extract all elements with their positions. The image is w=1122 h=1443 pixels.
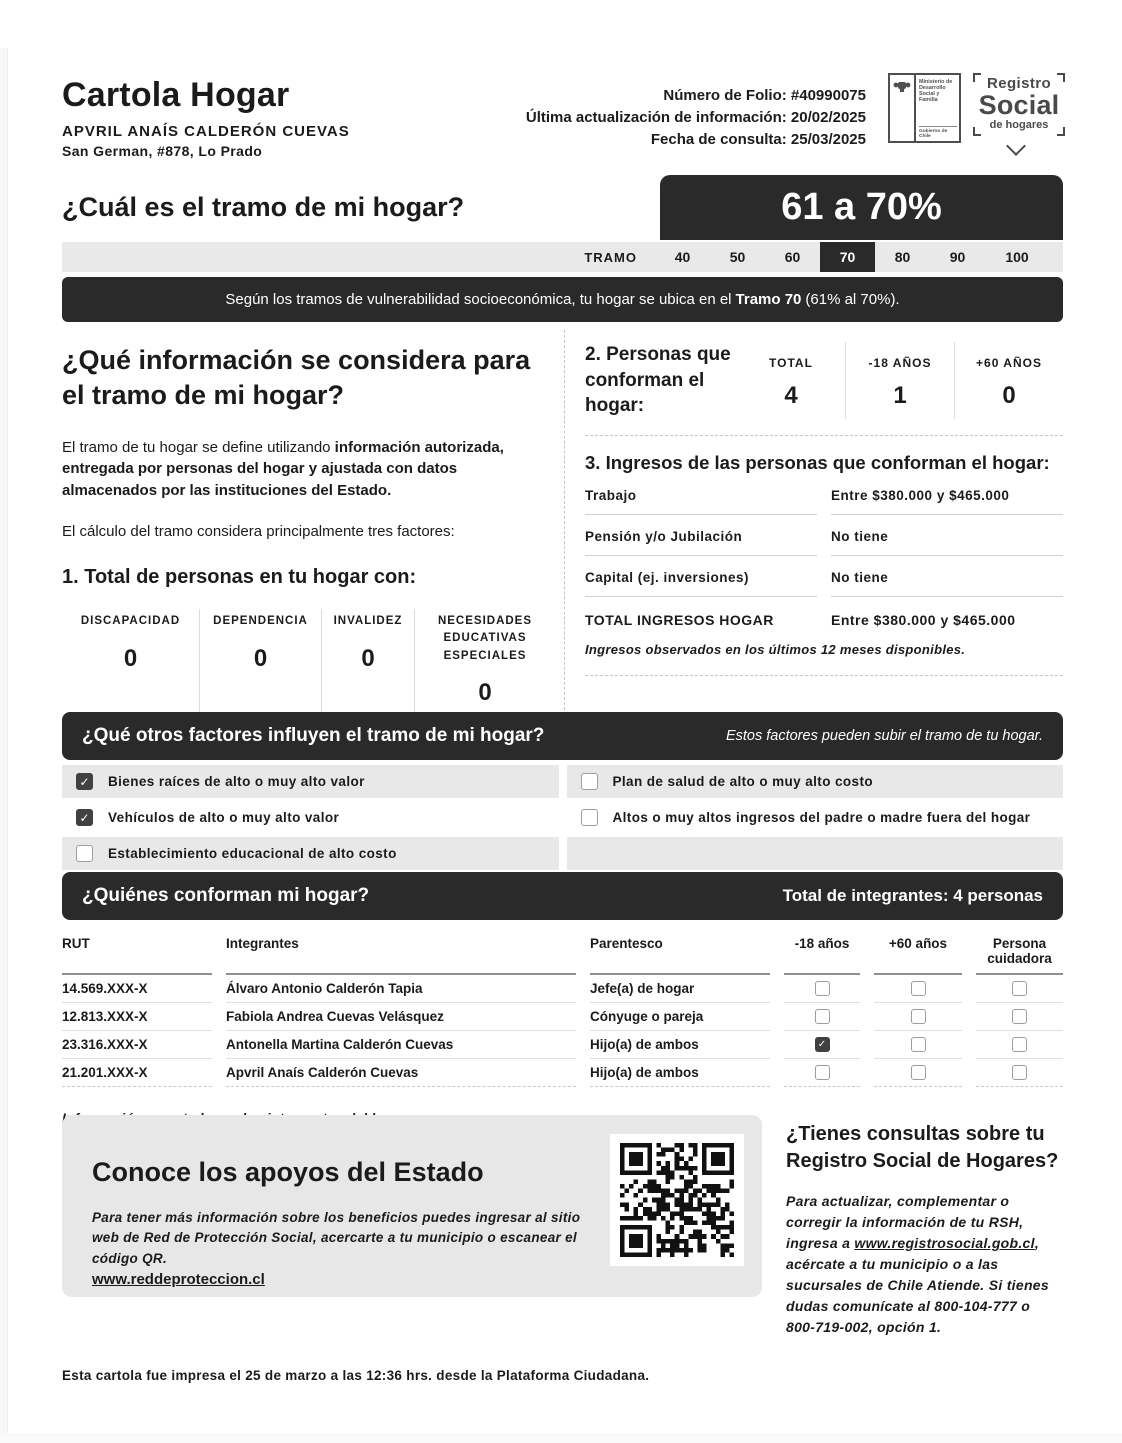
red-proteccion-link[interactable]: www.reddeproteccion.cl [92, 1270, 265, 1288]
table-header-row: RUT Integrantes Parentesco -18 años +60 años Persona cuidadora [62, 928, 1063, 975]
logo-speech-pointer [1006, 136, 1026, 156]
tramo-section [62, 175, 1063, 322]
column-divider [545, 330, 585, 723]
factor-ingresos-padres: Altos o muy altos ingresos del padre o madre fuera del hogar [567, 801, 1064, 834]
checkbox-minor[interactable] [815, 1037, 830, 1052]
page-title: Cartola Hogar [62, 76, 290, 114]
apoyos-heading: Conoce los apoyos del Estado [92, 1157, 484, 1187]
ingresos-heading: 3. Ingresos de las personas que conforman el hogar: [585, 451, 1050, 473]
checkbox[interactable] [76, 845, 93, 862]
factor-vehiculos: ✓ Vehículos de alto o muy alto valor [62, 801, 559, 834]
checkbox-caregiver[interactable] [1012, 981, 1027, 996]
logo-bracket [973, 127, 981, 136]
logo-text: Registro [986, 75, 1052, 92]
info-heading: ¿Qué información se considera para el tramo de mi hogar? [62, 345, 531, 411]
table-row: 14.569.XXX-X Álvaro Antonio Calderón Tapia Jefe(a) de hogar [62, 975, 1063, 1003]
logo-bracket [1057, 73, 1065, 82]
check-icon: ✓ [79, 810, 90, 825]
tramo-cell-40: 40 [674, 249, 691, 265]
info-section [62, 330, 1063, 708]
counter-invalidez: INVALIDEZ 0 [322, 609, 415, 723]
checkbox-caregiver[interactable] [1012, 1065, 1027, 1080]
otros-factores-section [62, 712, 1063, 870]
chile-coat-of-arms-icon [890, 75, 916, 141]
factor-plan-salud: Plan de salud de alto o muy alto costo [567, 765, 1064, 798]
stat-under-18: -18 AÑOS 1 [845, 342, 954, 419]
person-name: APVRIL ANAÍS CALDERÓN CUEVAS [62, 123, 350, 140]
factor-empty-cell [567, 837, 1064, 870]
tramo-range-badge: 61 a 70% [660, 175, 1063, 240]
print-footer: Esta cartola fue impresa el 25 de marzo a las 12:36 hrs. desde la Plataforma Ciudadana. [62, 1368, 650, 1383]
household-header: ¿Quiénes conforman mi hogar? Total de integrantes: 4 personas [62, 872, 1063, 920]
ministry-name: Ministerio de Desarrollo Social y Familia [919, 79, 953, 103]
counter-dependencia: DEPENDENCIA 0 [200, 609, 322, 723]
stat-over-60: +60 AÑOS 0 [954, 342, 1063, 419]
checkbox-minor[interactable] [815, 1009, 830, 1024]
info-paragraph-2: El cálculo del tramo considera principalmente tres factores: [62, 523, 455, 541]
qr-code [610, 1134, 744, 1266]
checkbox-minor[interactable] [815, 1065, 830, 1080]
registro-social-link[interactable]: www.registrosocial.gob.cl [854, 1235, 1035, 1251]
checkbox-senior[interactable] [911, 981, 926, 996]
factor-bienes-raices: ✓ Bienes raíces de alto o muy alto valor [62, 765, 559, 798]
apoyos-box [62, 1115, 762, 1297]
checkbox[interactable] [581, 773, 598, 790]
tramo-question: ¿Cuál es el tramo de mi hogar? [62, 192, 465, 222]
header [62, 76, 1063, 159]
consult-line: Fecha de consulta: 25/03/2025 [650, 131, 866, 148]
stat-total: TOTAL 4 [769, 356, 813, 409]
checkbox-minor[interactable] [815, 981, 830, 996]
page-edge [0, 48, 8, 1443]
tramo-cell-90: 90 [949, 249, 966, 265]
apoyos-text: Para tener más información sobre los beneficios puedes ingresar al sitio web de Red de Protección Social, acercarte a tu municipio o escanear el código QR. [92, 1210, 581, 1266]
page-edge [0, 1433, 1122, 1443]
tramo-scale-bar [62, 242, 1063, 272]
table-row: 12.813.XXX-X Fabiola Andrea Cuevas Velásquez Cónyuge o pareja [62, 1003, 1063, 1031]
personas-heading: 2. Personas que conforman el hogar: [585, 344, 731, 417]
income-note: Ingresos observados en los últimos 12 meses disponibles. [585, 641, 966, 657]
tramo-cell-60: 60 [784, 249, 801, 265]
checkbox-caregiver[interactable] [1012, 1009, 1027, 1024]
checkbox-caregiver[interactable] [1012, 1037, 1027, 1052]
logo-text: de hogares [989, 119, 1049, 131]
checkbox[interactable] [581, 809, 598, 826]
personas-section [585, 330, 1063, 436]
consultas-text: Para actualizar, complementar o corregir la información de tu RSH, ingresa a www.registrosocial.gob.cl, acércate a tu municipio o a las sucursales de Chile Atiende. Si tienes dudas comunícate al 800-104-777 o 800-719-002, opción 1. [786, 1193, 1049, 1335]
income-row-capital: Capital (ej. inversiones) No tiene [585, 570, 1063, 597]
checkbox-senior[interactable] [911, 1065, 926, 1080]
household-section [62, 872, 1063, 1126]
counter-discapacidad: DISCAPACIDAD 0 [62, 609, 200, 723]
income-row-pension: Pensión y/o Jubilación No tiene [585, 529, 1063, 556]
logo-bracket [973, 73, 981, 82]
income-row-trabajo: Trabajo Entre $380.000 y $465.000 [585, 488, 1063, 515]
ministry-logo [888, 73, 961, 143]
tramo-cell-80: 80 [894, 249, 911, 265]
document-meta [526, 76, 866, 159]
logo-text: Social [978, 90, 1060, 120]
check-icon: ✓ [79, 774, 90, 789]
consultas-heading: ¿Tienes consultas sobre tu Registro Social de Hogares? [786, 1123, 1059, 1172]
tramo-scale-label: TRAMO [584, 249, 637, 265]
income-total-row: TOTAL INGRESOS HOGAR Entre $380.000 y $465.000 [585, 611, 1016, 628]
factor1-heading: 1. Total de personas en tu hogar con: [62, 566, 417, 589]
factor-establecimiento: Establecimiento educacional de alto costo [62, 837, 559, 870]
check-icon: ✓ [817, 1038, 827, 1050]
table-row: 23.316.XXX-X Antonella Martina Calderón Cuevas Hijo(a) de ambos ✓ [62, 1031, 1063, 1059]
tramo-cell-100: 100 [1005, 249, 1029, 265]
checkbox-senior[interactable] [911, 1037, 926, 1052]
household-counters [62, 609, 545, 723]
checkbox[interactable] [76, 773, 93, 790]
checkbox-senior[interactable] [911, 1009, 926, 1024]
checkbox[interactable] [76, 809, 93, 826]
household-total: Total de integrantes: 4 personas [782, 886, 1043, 905]
tramo-cell-50: 50 [729, 249, 746, 265]
folio-line: Número de Folio: #40990075 [663, 87, 866, 104]
update-line: Última actualización de información: 20/02/2025 [525, 109, 866, 126]
tramo-cell-70: 70 [820, 242, 875, 272]
otros-factores-header: ¿Qué otros factores influyen el tramo de mi hogar? Estos factores pueden subir el tramo de tu hogar. [62, 712, 1063, 760]
ministry-government-label: Gobierno de Chile [919, 126, 957, 139]
tramo-banner: Según los tramos de vulnerabilidad socioeconómica, tu hogar se ubica en el Tramo 70 (61% al 70%). [62, 277, 1063, 322]
logo-bracket [1057, 127, 1065, 136]
ingresos-section [585, 436, 1063, 676]
consultas-section [786, 1115, 1063, 1338]
info-paragraph-1: El tramo de tu hogar se define utilizando información autorizada, entregada por personas del hogar y ajustada con datos almacenados por las instituciones del Estado. [62, 439, 504, 499]
counter-necesidades-educativas: NECESIDADES EDUCATIVAS ESPECIALES 0 [437, 615, 533, 706]
registro-social-logo [975, 75, 1063, 159]
table-row: 21.201.XXX-X Apvril Anaís Calderón Cuevas Hijo(a) de ambos [62, 1059, 1063, 1087]
person-address: San German, #878, Lo Prado [62, 143, 263, 159]
otros-factores-note: Estos factores pueden subir el tramo de tu hogar. [725, 728, 1043, 744]
